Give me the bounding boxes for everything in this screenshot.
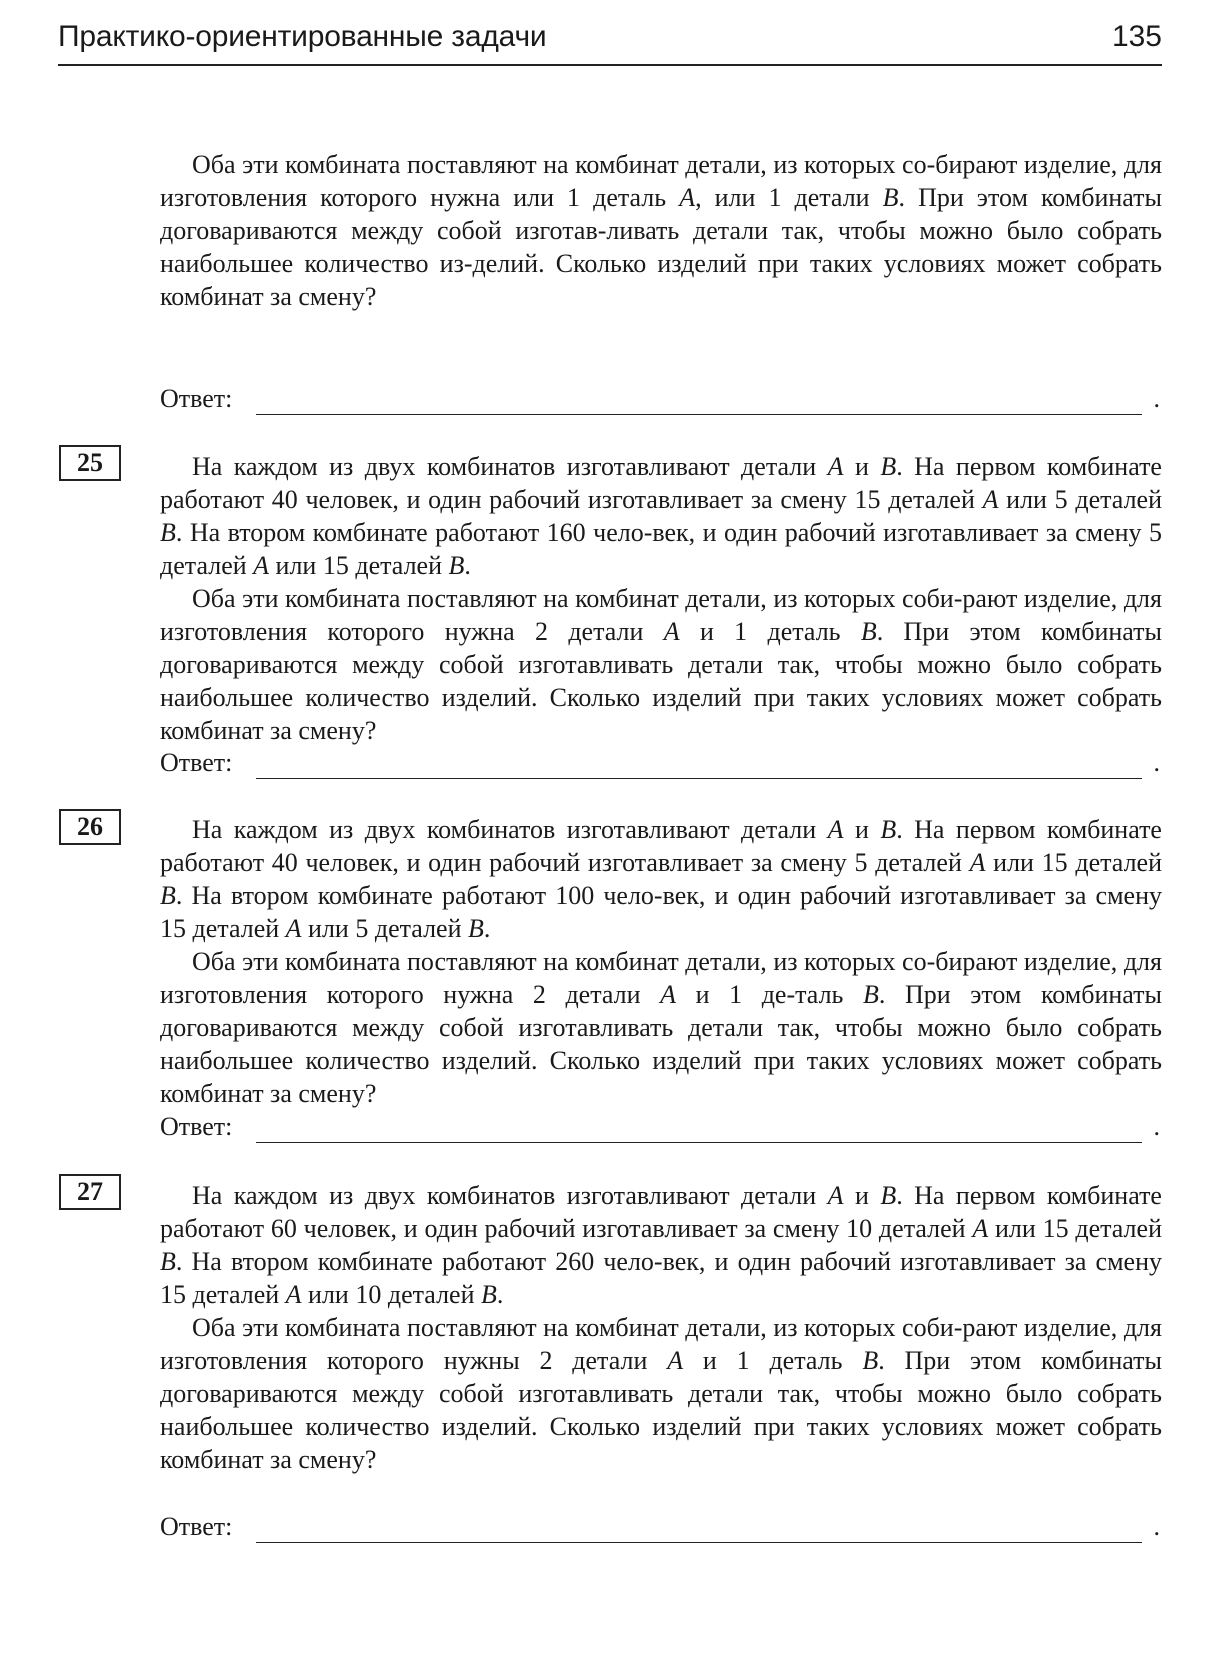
page-number: 135 <box>1111 20 1162 53</box>
answer-line-task-24[interactable] <box>160 384 1162 420</box>
task-25-paragraph-1: На каждом из двух комбинатов изготавливают детали A и B. На первом комбинате работают 40 человек, и один рабочий изготавливает за смену 15 деталей A или 5 деталей B. На втором комбинате работают 160 чело-век, и один рабочий изготавливает за смену 5 деталей A или 15 деталей B. <box>160 452 1162 580</box>
answer-blank[interactable] <box>256 1542 1142 1543</box>
answer-period: . <box>1153 1112 1160 1141</box>
answer-line-task-26[interactable] <box>160 1112 1162 1148</box>
task-27 <box>160 1179 1162 1476</box>
task-24-paragraph-2: Оба эти комбината поставляют на комбинат детали, из которых со-бирают изделие, для изготовления которого нужна или 1 деталь A, или 1 детали B. При этом комбинаты договариваются между собой изготав-ливать детали так, чтобы можно было собрать наибольшее количество из-делий. Сколько изделий при таких условиях может собрать комбинат за смену? <box>160 150 1162 311</box>
page-header <box>58 16 1162 66</box>
task-27-paragraph-2: Оба эти комбината поставляют на комбинат детали, из которых соби-рают изделие, для изготовления которого нужны 2 детали A и 1 деталь B. При этом комбинаты договариваются между собой изготавливать детали так, чтобы можно было собрать наибольшее количество изделий. Сколько изделий при таких условиях может собрать комбинат за смену? <box>160 1313 1162 1474</box>
task-26-paragraph-1: На каждом из двух комбинатов изготавливают детали A и B. На первом комбинате работают 40 человек, и один рабочий изготавливает за смену 5 деталей A или 15 деталей B. На втором комбинате работают 100 чело-век, и один рабочий изготавливает за смену 15 деталей A или 5 деталей B. <box>160 815 1162 943</box>
task-number-box: 26 <box>59 809 121 845</box>
answer-period: . <box>1153 1512 1160 1541</box>
task-number-box: 25 <box>59 445 121 481</box>
task-26-paragraph-2: Оба эти комбината поставляют на комбинат детали, из которых со-бирают изделие, для изготовления которого нужна 2 детали A и 1 де-таль B. При этом комбинаты договариваются между собой изготавливать детали так, чтобы можно было собрать наибольшее количество изделий. Сколько изделий при таких условиях может собрать комбинат за смену? <box>160 947 1162 1108</box>
task-25-paragraph-2: Оба эти комбината поставляют на комбинат детали, из которых соби-рают изделие, для изготовления которого нужна 2 детали A и 1 деталь B. При этом комбинаты договариваются между собой изготавливать детали так, чтобы можно было собрать наибольшее количество изделий. Сколько изделий при таких условиях может собрать комбинат за смену? <box>160 584 1162 745</box>
answer-label: Ответ: <box>160 384 233 413</box>
answer-blank[interactable] <box>256 414 1142 415</box>
answer-blank[interactable] <box>256 778 1142 779</box>
answer-period: . <box>1153 384 1160 413</box>
task-27-paragraph-1: На каждом из двух комбинатов изготавливают детали A и B. На первом комбинате работают 60 человек, и один рабочий изготавливает за смену 10 деталей A или 15 деталей B. На втором комбинате работают 260 чело-век, и один рабочий изготавливает за смену 15 деталей A или 10 деталей B. <box>160 1181 1162 1309</box>
task-number-box: 27 <box>59 1174 121 1210</box>
task-26 <box>160 813 1162 1110</box>
answer-label: Ответ: <box>160 748 233 777</box>
answer-period: . <box>1153 748 1160 777</box>
answer-label: Ответ: <box>160 1512 233 1541</box>
task-24-continuation <box>160 148 1162 313</box>
answer-line-task-27[interactable] <box>160 1512 1162 1548</box>
answer-label: Ответ: <box>160 1112 233 1141</box>
answer-line-task-25[interactable] <box>160 748 1162 784</box>
page-section-title: Практико-ориентированные задачи <box>58 20 547 53</box>
task-25 <box>160 450 1162 747</box>
answer-blank[interactable] <box>256 1142 1142 1143</box>
